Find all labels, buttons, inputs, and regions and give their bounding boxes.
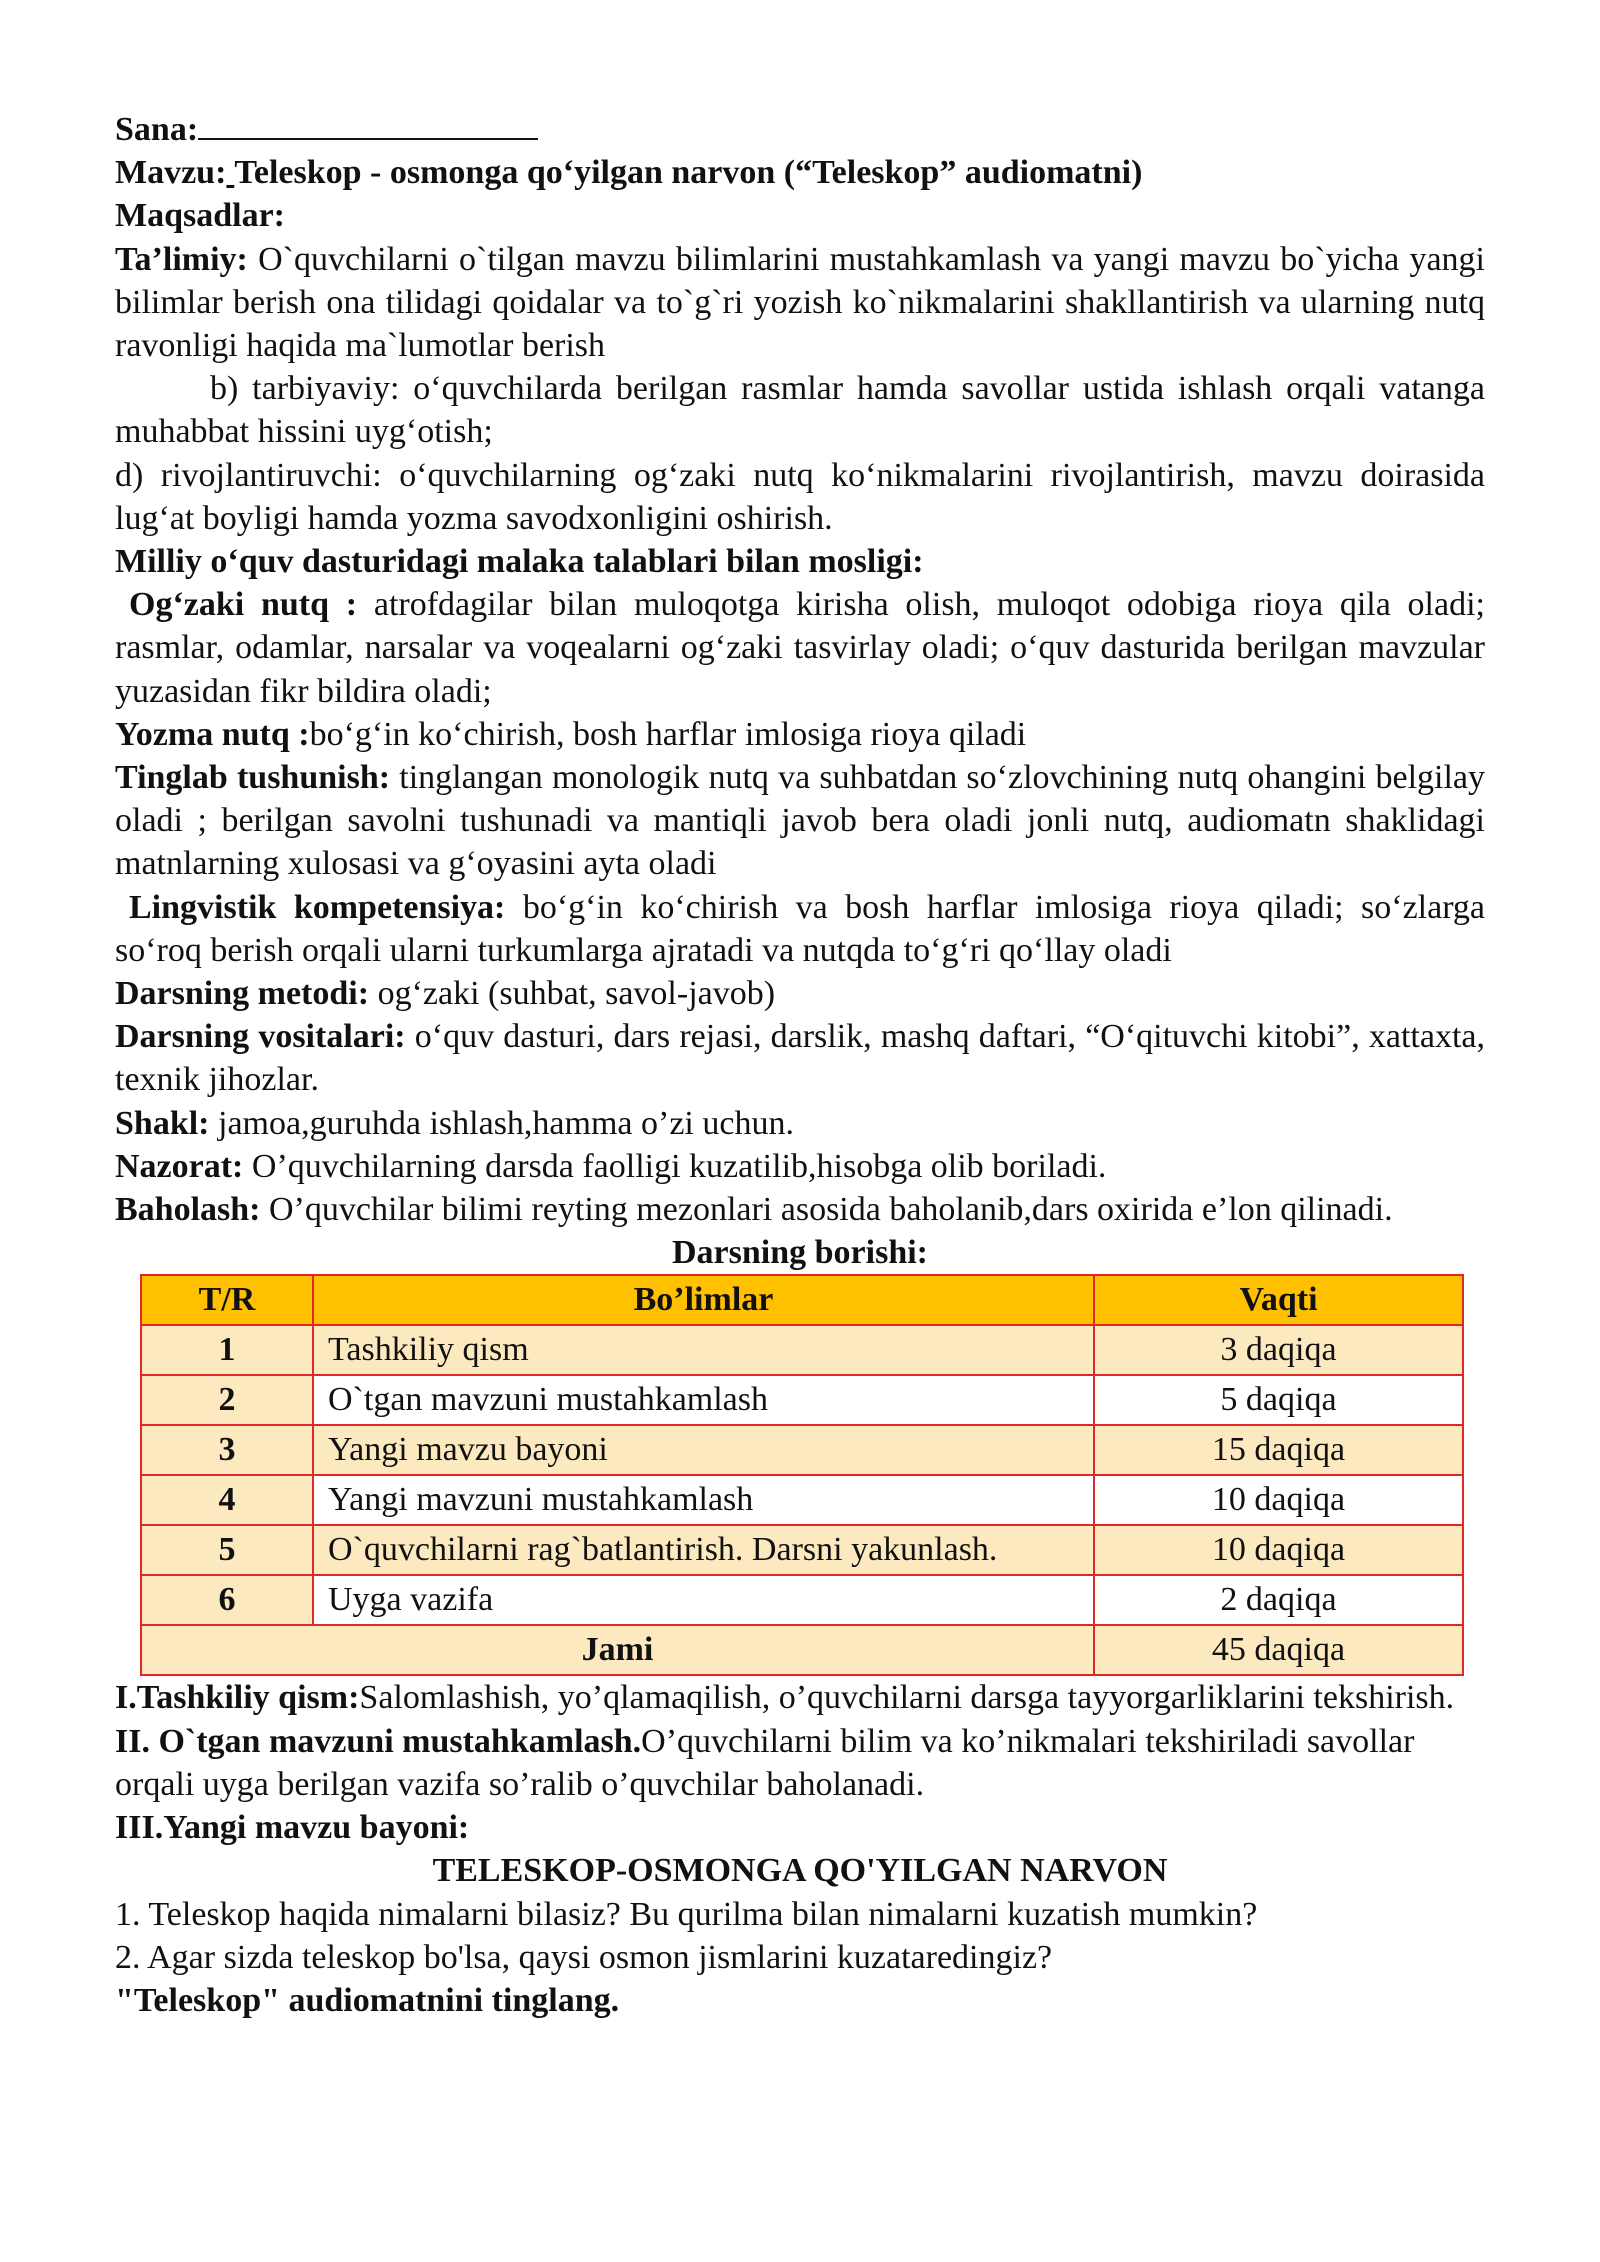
standard-listening-label: Tinglab tushunish: <box>115 759 391 797</box>
row-time: 5 daqiqa <box>1094 1375 1463 1425</box>
tools-text: o‘quv dasturi, dars rejasi, darslik, mashq daftari, “O‘qituvchi kitobi”, xattaxta, texnik jihozlar. <box>115 1018 1485 1099</box>
standard-written <box>115 713 1485 756</box>
goal-educational-text: O`quvchilarni o`tilgan mavzu bilimlarini mustahkamlash va yangi mavzu bo`yicha yangi bilimlar berish ona tilidagi qoidalar va to`g`ri yozish ko`nikmalarini shakllantirish va ularning nutq ravonligi haqida ma`lumotlar berish <box>115 240 1485 365</box>
step-review <box>115 1720 1485 1806</box>
table-row <box>141 1375 1463 1425</box>
goal-educational <box>115 238 1485 368</box>
row-time: 10 daqiqa <box>1094 1525 1463 1575</box>
table-row <box>141 1525 1463 1575</box>
standard-listening <box>115 756 1485 886</box>
standard-listening-text: tinglangan monologik nutq va suhbatdan so‘zlovchining nutq ohangini belgilay oladi ; berilgan savolni tushunadi va mantiqli javob bera oladi jonli nutq, audiomatn shaklidagi matnlarning xulosasi va g‘oyasini ayta oladi <box>115 759 1486 883</box>
tools-label: Darsning vositalari: <box>115 1018 406 1056</box>
row-time: 3 daqiqa <box>1094 1325 1463 1375</box>
standard-linguistic-text: bo‘g‘in ko‘chirish va bosh harflar imlosiga rioya qiladi; so‘zlarga so‘roq berish orqali ularni turkumlarga ajratadi va nutqda to‘g‘ri qo‘llay oladi <box>115 888 1485 969</box>
standard-written-text: bo‘g‘in ko‘chirish, bosh harflar imlosiga rioya qiladi <box>309 715 1027 753</box>
method-text: og‘zaki (suhbat, savol-javob) <box>369 975 776 1013</box>
lesson-plan-table <box>140 1274 1464 1676</box>
goal-upbringing: b) tarbiyaviy: o‘quvchilarda berilgan rasmlar hamda savollar ustida ishlash orqali vatanga muhabbat hissini uyg‘otish; <box>115 370 1485 451</box>
method-line <box>115 972 1485 1015</box>
step-organizational-text: Salomlashish, yo’qlamaqilish, o’quvchilarni darsga tayyorgarliklarini tekshirish. <box>359 1679 1455 1717</box>
total-label: Jami <box>141 1625 1094 1675</box>
row-number: 4 <box>141 1475 313 1525</box>
row-number: 5 <box>141 1525 313 1575</box>
standard-oral <box>115 583 1485 713</box>
topic-line <box>115 151 1485 194</box>
assessment-text: O’quvchilar bilimi reyting mezonlari asosida baholanib,dars oxirida e’lon qilinadi. <box>260 1191 1393 1229</box>
date-blank <box>198 108 538 140</box>
date-label: Sana: <box>115 111 199 148</box>
row-section: O`tgan mavzuni mustahkamlash <box>313 1375 1094 1425</box>
row-number: 2 <box>141 1375 313 1425</box>
table-row <box>141 1425 1463 1475</box>
topic-label: Mavzu: <box>115 154 227 192</box>
goals-heading: Maqsadlar: <box>115 197 285 235</box>
step-new-topic-heading: III.Yangi mavzu bayoni: <box>115 1809 470 1847</box>
control-label: Nazorat: <box>115 1147 244 1185</box>
method-label: Darsning metodi: <box>115 975 370 1013</box>
listen-instruction: "Teleskop" audiomatnini tinglang. <box>115 1981 620 2019</box>
row-section: Tashkiliy qism <box>313 1325 1094 1375</box>
control-text: O’quvchilarning darsda faolligi kuzatilib,hisobga olib boriladi. <box>243 1147 1107 1185</box>
row-number: 3 <box>141 1425 313 1475</box>
question-1: 1. Teleskop haqida nimalarni bilasiz? Bu qurilma bilan nimalarni kuzatish mumkin? <box>115 1895 1258 1933</box>
total-time: 45 daqiqa <box>1094 1625 1463 1675</box>
date-line <box>115 108 1485 151</box>
row-section: Yangi mavzuni mustahkamlash <box>313 1475 1094 1525</box>
plan-title: Darsning borishi: <box>672 1234 928 1272</box>
new-topic-title: TELESKOP-OSMONGA QO'YILGAN NARVON <box>432 1852 1168 1890</box>
standard-oral-label: Og‘zaki nutq : <box>129 586 358 624</box>
standard-oral-text: atrofdagilar bilan muloqotga kirisha olish, muloqot odobiga rioya qila oladi; rasmlar, odamlar, narsalar va voqealarni og‘zaki tasvirlay oladi; o‘quv dasturida berilgan mavzular yuzasidan fikr bildira oladi; <box>115 586 1485 710</box>
control-line <box>115 1145 1485 1188</box>
step-organizational-label: I.Tashkiliy qism: <box>115 1679 360 1717</box>
form-text: jamoa,guruhda ishlash,hamma o’zi uchun. <box>209 1104 794 1142</box>
standard-linguistic-label: Lingvistik kompetensiya: <box>129 888 506 926</box>
goal-educational-label: Ta’limiy: <box>115 240 248 278</box>
table-row <box>141 1575 1463 1625</box>
table-header-row <box>141 1275 1463 1325</box>
row-time: 15 daqiqa <box>1094 1425 1463 1475</box>
table-row <box>141 1325 1463 1375</box>
header-number: T/R <box>141 1275 313 1325</box>
table-row <box>141 1475 1463 1525</box>
step-review-label: II. O`tgan mavzuni mustahkamlash. <box>115 1722 642 1760</box>
form-label: Shakl: <box>115 1104 210 1142</box>
standard-written-label: Yozma nutq : <box>115 715 310 753</box>
table-total-row <box>141 1625 1463 1675</box>
row-number: 1 <box>141 1325 313 1375</box>
lesson-plan-document <box>115 108 1485 2022</box>
row-number: 6 <box>141 1575 313 1625</box>
row-section: Uyga vazifa <box>313 1575 1094 1625</box>
assessment-line <box>115 1188 1485 1231</box>
goal-developmental: d) rivojlantiruvchi: o‘quvchilarning og‘zaki nutq ko‘nikmalarini rivojlantirish, mavzu doirasida lug‘at boyligi hamda yozma savodxonligini oshirish. <box>115 456 1485 537</box>
tools-line <box>115 1015 1485 1101</box>
topic-title: Teleskop - osmonga qo‘yilgan narvon (“Teleskop” audiomatni) <box>234 154 1143 192</box>
assessment-label: Baholash: <box>115 1191 261 1229</box>
row-section: Yangi mavzu bayoni <box>313 1425 1094 1475</box>
row-section: O`quvchilarni rag`batlantirish. Darsni yakunlash. <box>313 1525 1094 1575</box>
header-time: Vaqti <box>1094 1275 1463 1325</box>
row-time: 10 daqiqa <box>1094 1475 1463 1525</box>
question-2: 2. Agar sizda teleskop bo'lsa, qaysi osmon jismlarini kuzataredingiz? <box>115 1938 1053 1976</box>
form-line <box>115 1102 1485 1145</box>
standard-linguistic <box>115 886 1485 972</box>
step-organizational <box>115 1676 1485 1719</box>
header-sections: Bo’limlar <box>313 1275 1094 1325</box>
row-time: 2 daqiqa <box>1094 1575 1463 1625</box>
step-review-text: O’quvchilarni bilim va ko’nikmalari tekshiriladi savollar orqali uyga berilgan vazifa so’ralib o’quvchilar baholanadi. <box>115 1722 1415 1803</box>
standards-heading: Milliy o‘quv dasturidagi malaka talablari bilan mosligi: <box>115 543 924 581</box>
